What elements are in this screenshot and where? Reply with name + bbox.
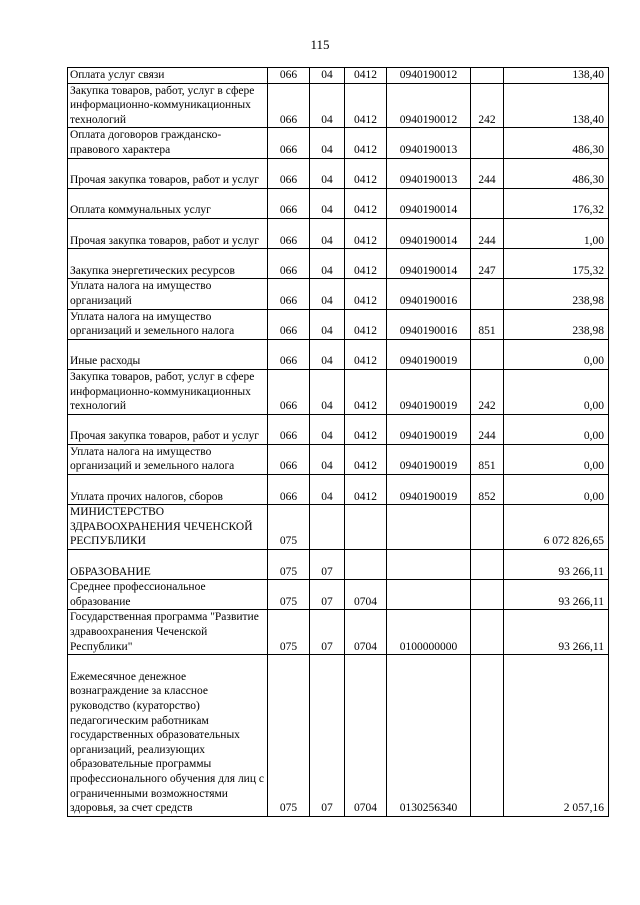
cell-csr: 0940190013	[387, 128, 471, 158]
cell-csr: 0940190012	[387, 68, 471, 84]
cell-name: Иные расходы	[68, 339, 268, 369]
cell-csr: 0940190019	[387, 369, 471, 414]
cell-csr	[387, 550, 471, 580]
cell-csr	[387, 580, 471, 610]
cell-vr: 244	[471, 414, 504, 444]
table-row	[68, 505, 609, 550]
cell-rz: 04	[310, 218, 345, 248]
cell-name: Прочая закупка товаров, работ и услуг	[68, 218, 268, 248]
cell-rz: 04	[310, 128, 345, 158]
table-row	[68, 68, 609, 84]
cell-name: Оплата договоров гражданско-правового характера	[68, 128, 268, 158]
table-row	[68, 339, 609, 369]
cell-ved: 075	[268, 580, 310, 610]
cell-sum: 175,32	[504, 249, 609, 279]
cell-pr	[345, 550, 387, 580]
cell-rz: 04	[310, 414, 345, 444]
cell-rz	[310, 505, 345, 550]
cell-ved: 066	[268, 279, 310, 309]
cell-name: Ежемесячное денежное вознаграждение за классное руководство (кураторство) педагогическим работникам государственных образовательных организаций, реализующих образовательные программы профессионального обучения для лиц с ограниченными возможностями здоровья, за счет средств	[68, 655, 268, 817]
cell-rz: 07	[310, 550, 345, 580]
cell-sum: 0,00	[504, 369, 609, 414]
cell-pr: 0412	[345, 218, 387, 248]
cell-pr	[345, 505, 387, 550]
cell-pr: 0412	[345, 249, 387, 279]
cell-pr: 0412	[345, 475, 387, 505]
cell-csr: 0940190014	[387, 218, 471, 248]
cell-rz: 04	[310, 444, 345, 474]
cell-sum: 93 266,11	[504, 610, 609, 655]
cell-sum: 0,00	[504, 339, 609, 369]
cell-ved: 075	[268, 505, 310, 550]
cell-vr: 244	[471, 218, 504, 248]
cell-ved: 066	[268, 158, 310, 188]
cell-ved: 066	[268, 218, 310, 248]
cell-vr: 851	[471, 309, 504, 339]
table-row	[68, 279, 609, 309]
budget-table	[67, 67, 609, 817]
table-row	[68, 249, 609, 279]
cell-vr: 851	[471, 444, 504, 474]
cell-pr: 0412	[345, 309, 387, 339]
cell-vr: 242	[471, 369, 504, 414]
cell-rz: 04	[310, 188, 345, 218]
table-row	[68, 414, 609, 444]
cell-name: МИНИСТЕРСТВО ЗДРАВООХРАНЕНИЯ ЧЕЧЕНСКОЙ РЕСПУБЛИКИ	[68, 505, 268, 550]
cell-rz: 04	[310, 369, 345, 414]
cell-rz: 04	[310, 279, 345, 309]
cell-rz: 04	[310, 68, 345, 84]
cell-csr: 0940190014	[387, 249, 471, 279]
cell-vr	[471, 68, 504, 84]
cell-rz: 04	[310, 158, 345, 188]
cell-pr: 0412	[345, 414, 387, 444]
cell-name: Прочая закупка товаров, работ и услуг	[68, 414, 268, 444]
cell-name: Закупка товаров, работ, услуг в сфере информационно-коммуникационных технологий	[68, 369, 268, 414]
cell-rz: 07	[310, 580, 345, 610]
cell-name: Уплата налога на имущество организаций и земельного налога	[68, 444, 268, 474]
cell-name: Прочая закупка товаров, работ и услуг	[68, 158, 268, 188]
cell-pr: 0704	[345, 655, 387, 817]
cell-vr	[471, 550, 504, 580]
cell-ved: 075	[268, 550, 310, 580]
cell-pr: 0412	[345, 444, 387, 474]
table-row	[68, 610, 609, 655]
cell-ved: 066	[268, 475, 310, 505]
cell-vr	[471, 339, 504, 369]
cell-pr: 0704	[345, 580, 387, 610]
cell-ved: 075	[268, 610, 310, 655]
cell-ved: 066	[268, 83, 310, 128]
cell-ved: 066	[268, 309, 310, 339]
cell-name: ОБРАЗОВАНИЕ	[68, 550, 268, 580]
cell-rz: 04	[310, 309, 345, 339]
cell-csr: 0940190019	[387, 444, 471, 474]
cell-vr: 247	[471, 249, 504, 279]
cell-csr: 0940190019	[387, 414, 471, 444]
cell-pr: 0412	[345, 128, 387, 158]
cell-csr: 0940190019	[387, 475, 471, 505]
cell-name: Государственная программа "Развитие здравоохранения Чеченской Республики"	[68, 610, 268, 655]
cell-sum: 0,00	[504, 475, 609, 505]
cell-pr: 0412	[345, 68, 387, 84]
cell-sum: 93 266,11	[504, 550, 609, 580]
cell-csr: 0100000000	[387, 610, 471, 655]
cell-vr: 244	[471, 158, 504, 188]
cell-rz: 07	[310, 610, 345, 655]
cell-ved: 066	[268, 128, 310, 158]
cell-name: Закупка энергетических ресурсов	[68, 249, 268, 279]
cell-csr: 0940190016	[387, 309, 471, 339]
cell-csr: 0940190019	[387, 339, 471, 369]
cell-name: Закупка товаров, работ, услуг в сфере информационно-коммуникационных технологий	[68, 83, 268, 128]
cell-csr: 0130256340	[387, 655, 471, 817]
cell-csr: 0940190012	[387, 83, 471, 128]
cell-vr	[471, 188, 504, 218]
cell-pr: 0412	[345, 339, 387, 369]
table-row	[68, 444, 609, 474]
cell-vr: 852	[471, 475, 504, 505]
cell-vr	[471, 505, 504, 550]
cell-csr: 0940190014	[387, 188, 471, 218]
cell-sum: 138,40	[504, 83, 609, 128]
cell-name: Уплата налога на имущество организаций	[68, 279, 268, 309]
table-row	[68, 83, 609, 128]
cell-rz: 07	[310, 655, 345, 817]
cell-vr	[471, 580, 504, 610]
cell-pr: 0412	[345, 158, 387, 188]
cell-ved: 066	[268, 339, 310, 369]
cell-pr: 0412	[345, 188, 387, 218]
cell-sum: 0,00	[504, 414, 609, 444]
cell-pr: 0704	[345, 610, 387, 655]
cell-sum: 93 266,11	[504, 580, 609, 610]
cell-pr: 0412	[345, 279, 387, 309]
cell-rz: 04	[310, 249, 345, 279]
cell-ved: 075	[268, 655, 310, 817]
cell-ved: 066	[268, 249, 310, 279]
cell-sum: 1,00	[504, 218, 609, 248]
cell-sum: 138,40	[504, 68, 609, 84]
cell-vr	[471, 128, 504, 158]
cell-sum: 0,00	[504, 444, 609, 474]
cell-sum: 238,98	[504, 279, 609, 309]
table-row	[68, 369, 609, 414]
cell-pr: 0412	[345, 369, 387, 414]
cell-rz: 04	[310, 475, 345, 505]
cell-vr	[471, 610, 504, 655]
table-row	[68, 218, 609, 248]
cell-name: Оплата коммунальных услуг	[68, 188, 268, 218]
cell-csr: 0940190016	[387, 279, 471, 309]
cell-rz: 04	[310, 339, 345, 369]
cell-name: Уплата налога на имущество организаций и земельного налога	[68, 309, 268, 339]
cell-sum: 6 072 826,65	[504, 505, 609, 550]
cell-vr	[471, 279, 504, 309]
cell-csr: 0940190013	[387, 158, 471, 188]
cell-sum: 486,30	[504, 128, 609, 158]
cell-name: Уплата прочих налогов, сборов	[68, 475, 268, 505]
table-row	[68, 158, 609, 188]
table-row	[68, 550, 609, 580]
cell-vr: 242	[471, 83, 504, 128]
cell-sum: 2 057,16	[504, 655, 609, 817]
cell-ved: 066	[268, 188, 310, 218]
page-number: 115	[310, 37, 330, 52]
cell-pr: 0412	[345, 83, 387, 128]
cell-sum: 176,32	[504, 188, 609, 218]
cell-name: Среднее профессиональное образование	[68, 580, 268, 610]
cell-sum: 486,30	[504, 158, 609, 188]
cell-name: Оплата услуг связи	[68, 68, 268, 84]
cell-ved: 066	[268, 369, 310, 414]
cell-csr	[387, 505, 471, 550]
table-row	[68, 309, 609, 339]
cell-ved: 066	[268, 444, 310, 474]
cell-vr	[471, 655, 504, 817]
cell-rz: 04	[310, 83, 345, 128]
cell-ved: 066	[268, 68, 310, 84]
table-row	[68, 475, 609, 505]
table-row	[68, 580, 609, 610]
cell-sum: 238,98	[504, 309, 609, 339]
table-row	[68, 655, 609, 817]
cell-ved: 066	[268, 414, 310, 444]
table-row	[68, 128, 609, 158]
table-row	[68, 188, 609, 218]
